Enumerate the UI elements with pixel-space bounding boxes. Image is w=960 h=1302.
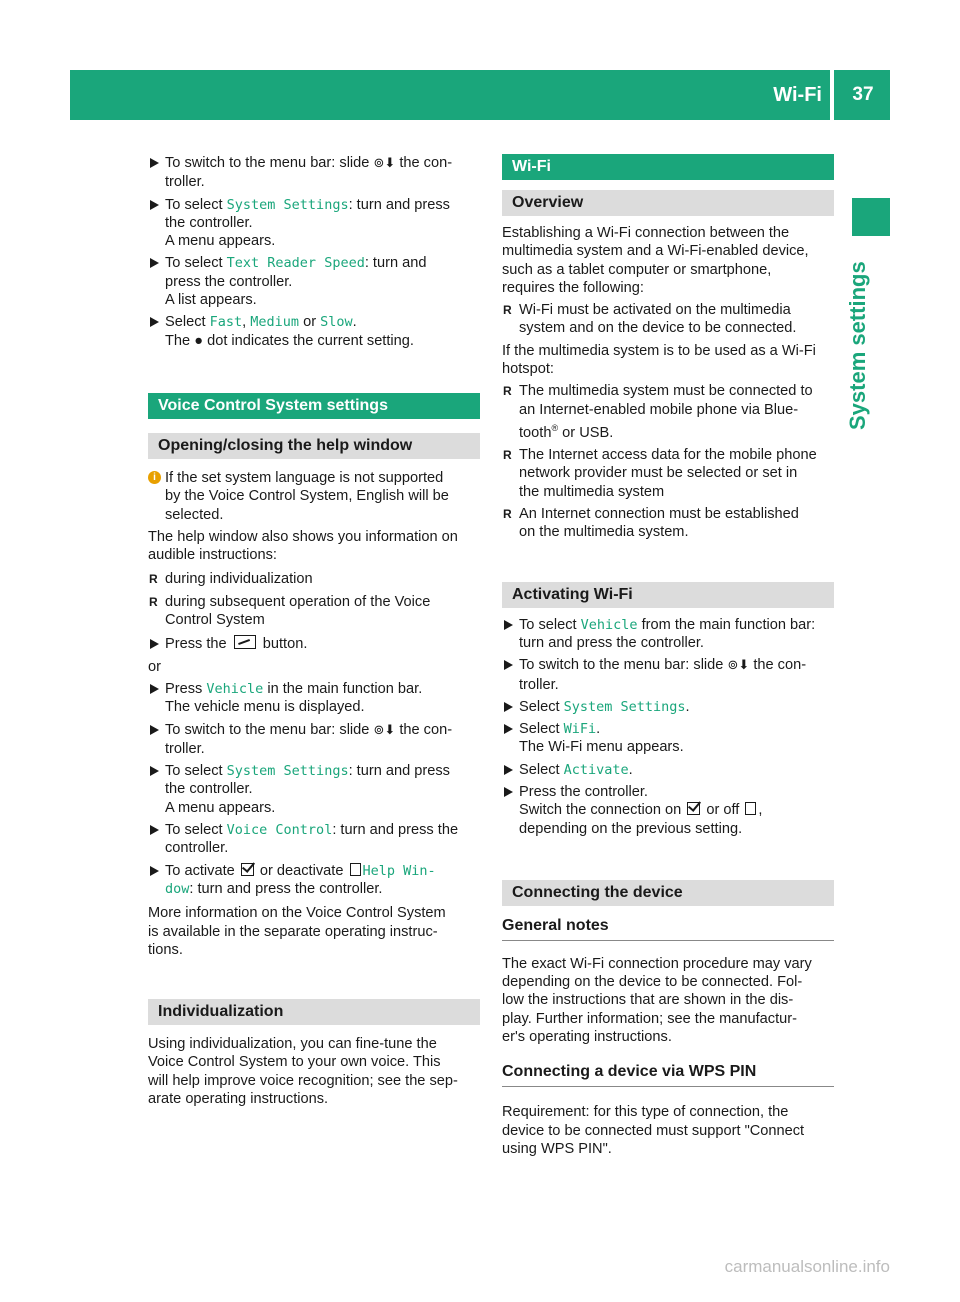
subsection-title: General notes [502,916,834,941]
paragraph: Using individualization, you can fine-tune the Voice Control System to your own voice. This will help improve voice recognition; see the sep- arate operating instructions. [148,1036,458,1107]
list-item: R during individualization [148,570,480,588]
section-heading: Voice Control System settings [148,393,480,419]
step: To select System Settings: turn and press the controller. A menu appears. [148,196,480,251]
subsection-heading: Opening/closing the help window [148,433,480,459]
step: To switch to the menu bar: slide ⊚⬇ the con- troller. [148,154,480,192]
step: Select Activate. [502,761,834,779]
info-icon: i [148,471,161,484]
controller-slide-icon: ⊚⬇ [373,156,396,171]
step: Select System Settings. [502,698,834,716]
step: Select WiFi. The Wi-Fi menu appears. [502,720,834,757]
subsection-heading: Individualization [148,999,480,1025]
checkbox-checked-icon [241,863,254,876]
car-voice-button-icon [234,635,256,649]
side-tab-block [852,198,890,236]
step: To switch to the menu bar: slide ⊚⬇ the con- troller. [148,721,480,759]
subsection-heading: Overview [502,190,834,216]
page-title: Wi-Fi [773,84,822,106]
section-heading: Wi-Fi [502,154,834,180]
controller-slide-icon: ⊚⬇ [727,658,750,674]
checkbox-empty-icon [745,802,756,815]
right-column [502,154,834,1158]
header-separator [830,70,834,120]
subsection-heading: Activating Wi-Fi [502,582,834,608]
subsection-title: Connecting a device via WPS PIN [502,1062,834,1087]
paragraph: Requirement: for this type of connection, the device to be connected must support "Connect using WPS PIN". [502,1104,805,1157]
paragraph: Establishing a Wi-Fi connection between the multimedia system and a Wi-Fi-enabled device, such as a tablet computer or smartphone, requires the following: [502,225,809,296]
paragraph: If the multimedia system is to be used as a Wi-Fi hotspot: [502,342,816,378]
paragraph: The exact Wi-Fi connection procedure may vary depending on the device to be connected. Fol- low the instructions that are shown in the dis- play. Further information; see the manufactur- er's operating instructions. [502,955,812,1046]
left-column [148,154,480,1108]
controller-slide-icon: ⊚⬇ [373,722,396,738]
checkbox-checked-icon [687,802,700,815]
step: Press the controller. Switch the connection on or off , depending on the previous setting. [502,783,834,838]
list-item: R Wi-Fi must be activated on the multimedia system and on the device to be connected. [502,301,834,338]
step: To select Voice Control: turn and press the controller. [148,821,480,858]
step: Press the button. [148,635,480,653]
page-number: 37 [852,84,874,105]
info-note: i If the set system language is not supported by the Voice Control System, English will be selected. [148,469,480,524]
list-item: R during subsequent operation of the Voice Control System [148,593,480,630]
step: To select Vehicle from the main function bar: turn and press the controller. [502,616,834,653]
step: To activate or deactivate Help Win‐ dow: turn and press the controller. [148,862,480,899]
step: To switch to the menu bar: slide ⊚⬇ the con- troller. [502,656,834,694]
step: To select System Settings: turn and press the controller. A menu appears. [148,762,480,817]
footer-watermark: carmanualsonline.info [724,1257,890,1276]
checkbox-empty-icon [350,863,361,876]
subsection-heading: Connecting the device [502,880,834,906]
dot-icon: ● [194,332,204,349]
paragraph: or [148,658,161,675]
step: Press Vehicle in the main function bar. The vehicle menu is displayed. [148,680,480,717]
paragraph: The help window also shows you information on audible instructions: [148,528,458,564]
side-tab-label: System settings [845,261,870,430]
side-tab [843,250,879,430]
list-item: R An Internet connection must be established on the multimedia system. [502,505,834,542]
list-item: R The Internet access data for the mobile phone network provider must be selected or set in the multimedia system [502,446,834,501]
list-item: R The multimedia system must be connected to an Internet-enabled mobile phone via Blue- tooth® or USB. [502,382,834,442]
paragraph: More information on the Voice Control System is available in the separate operating instruc- tions. [148,905,446,958]
step: Select Fast, Medium or Slow. The ● dot indicates the current setting. [148,313,480,350]
step: To select Text Reader Speed: turn and press the controller. A list appears. [148,254,480,309]
